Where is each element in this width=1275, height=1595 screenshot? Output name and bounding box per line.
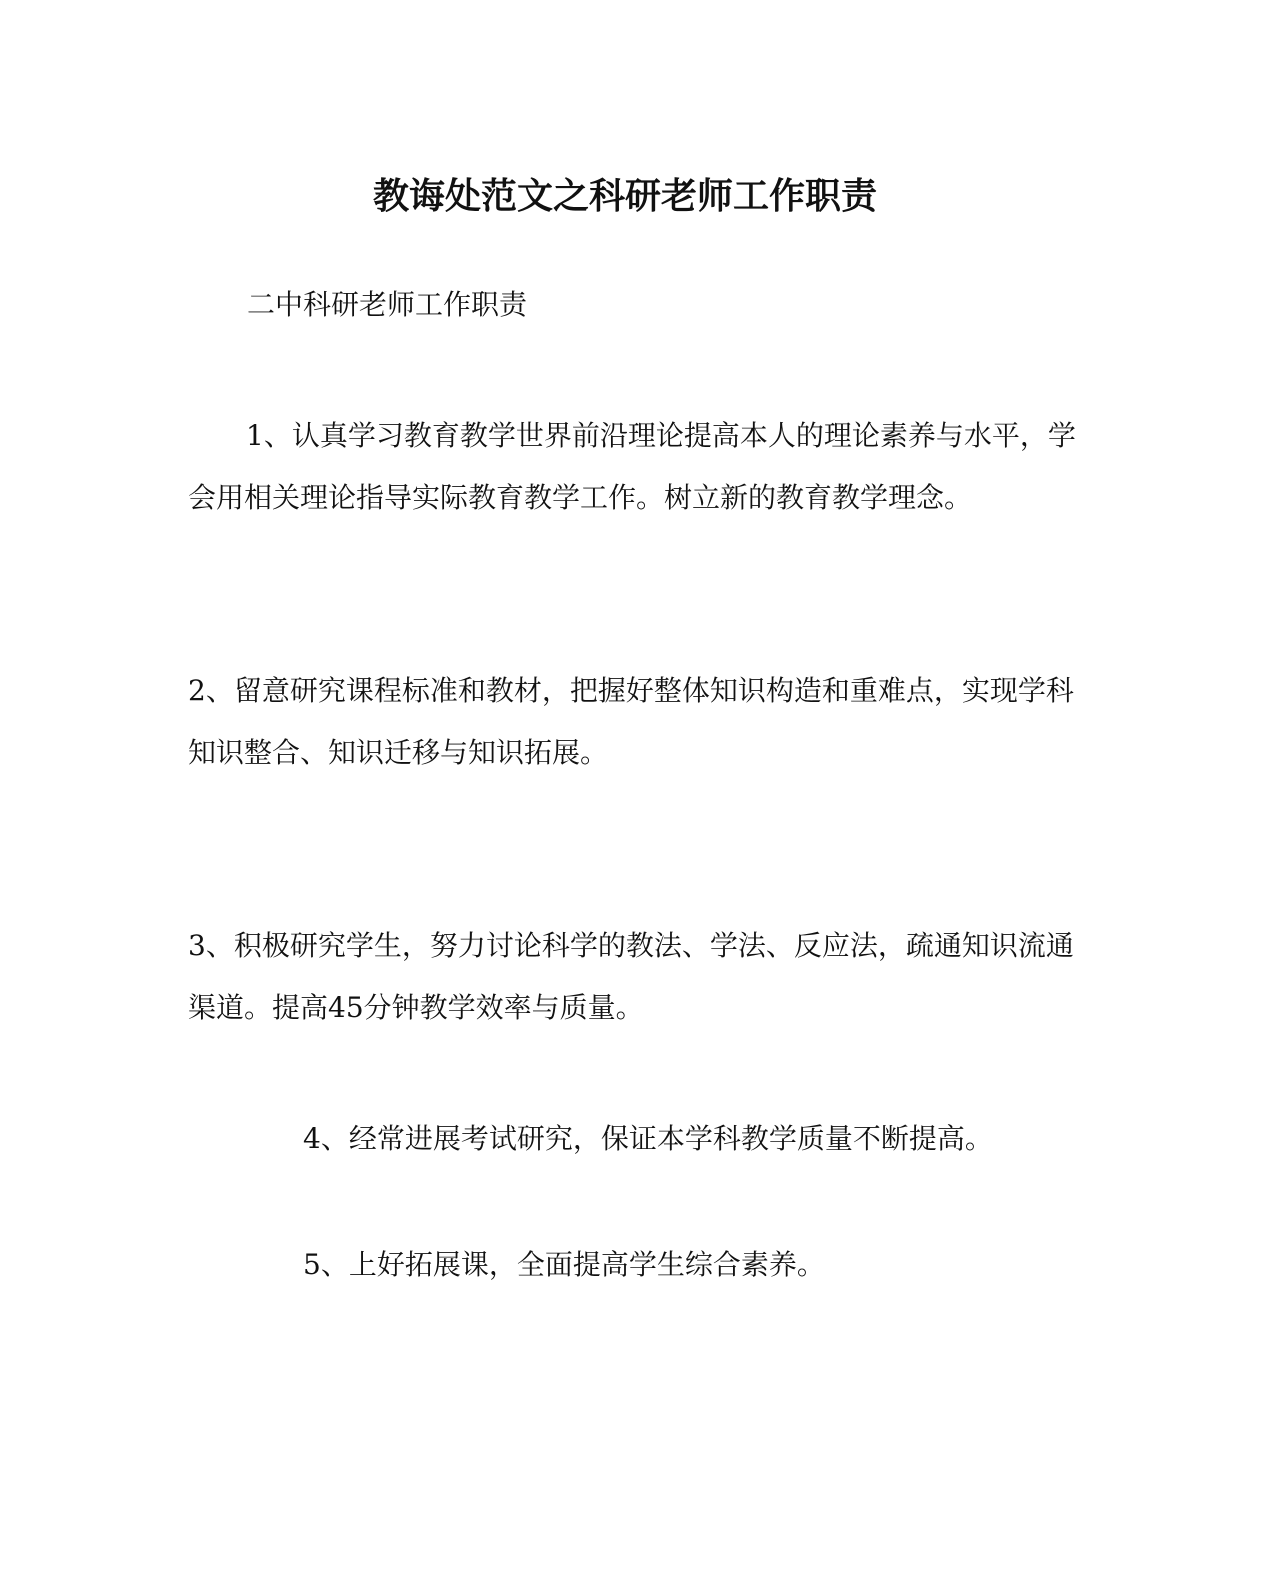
document-title: 教诲处范文之科研老师工作职责: [372, 175, 877, 217]
duty-item-3: 3、积极研究学生，努力讨论科学的教法、学法、反应法，疏通知识流通渠道。提高45分钟教学效率与质量。: [188, 929, 1074, 1024]
duty-item-4: 4、经常进展考试研究，保证本学科教学质量不断提高。: [303, 1122, 993, 1155]
document-subtitle: 二中科研老师工作职责: [247, 288, 528, 321]
duty-item-1: 1、认真学习教育教学世界前沿理论提高本人的理论素养与水平，学会用相关理论指导实际教育教学工作。树立新的教育教学理念。: [188, 419, 1076, 514]
duty-item-2: 2、留意研究课程标准和教材，把握好整体知识构造和重难点，实现学科知识整合、知识迁移与知识拓展。: [188, 674, 1074, 769]
duty-item-5: 5、上好拓展课，全面提高学生综合素养。: [303, 1248, 825, 1281]
